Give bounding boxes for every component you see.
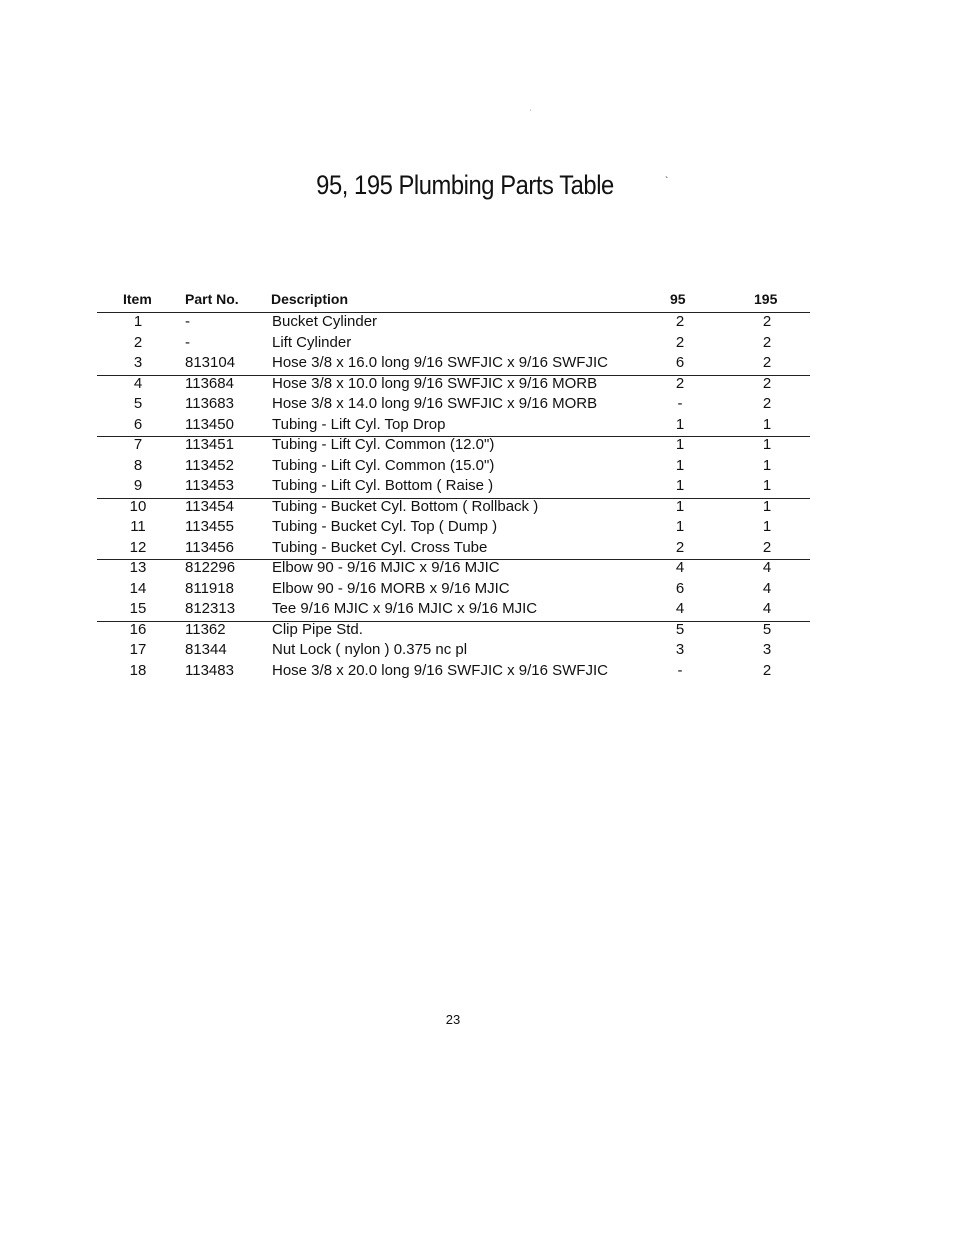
quantity-95: - [677, 395, 683, 412]
quantity-195: 1 [762, 518, 772, 535]
item-number: 16 [129, 621, 147, 638]
table-row [0, 416, 954, 436]
quantity-195: 2 [762, 354, 772, 371]
quantity-195: 1 [762, 436, 772, 453]
part-description: Tubing - Lift Cyl. Top Drop [272, 416, 446, 433]
table-row [0, 641, 954, 661]
quantity-195: 2 [762, 334, 772, 351]
quantity-95: 6 [675, 580, 685, 597]
table-row [0, 539, 954, 559]
table-row [0, 621, 954, 641]
part-number: 113452 [185, 457, 234, 474]
header-description: Description [271, 291, 349, 307]
part-number: 113684 [185, 375, 234, 392]
quantity-95: 4 [675, 559, 685, 576]
table-row [0, 395, 954, 415]
quantity-195: 1 [762, 457, 772, 474]
quantity-95: 1 [675, 436, 685, 453]
part-description: Hose 3/8 x 20.0 long 9/16 SWFJIC x 9/16 SWFJIC [272, 662, 608, 679]
page-number: 23 [445, 1012, 461, 1027]
header-95: 95 [670, 291, 686, 307]
part-number: 113456 [185, 539, 234, 556]
item-number: 14 [129, 580, 147, 597]
part-number: 113454 [185, 498, 234, 515]
quantity-195: 3 [762, 641, 772, 658]
item-number: 6 [133, 416, 143, 433]
table-row [0, 375, 954, 395]
quantity-95: 6 [675, 354, 685, 371]
table-row [0, 518, 954, 538]
table-row [0, 580, 954, 600]
part-number: 81344 [185, 641, 227, 658]
part-description: Hose 3/8 x 10.0 long 9/16 SWFJIC x 9/16 MORB [272, 375, 598, 392]
quantity-195: 2 [762, 375, 772, 392]
table-row [0, 477, 954, 497]
part-number: 113451 [185, 436, 234, 453]
part-description: Elbow 90 - 9/16 MJIC x 9/16 MJIC [272, 559, 500, 576]
table-row [0, 662, 954, 682]
quantity-95: 1 [675, 477, 685, 494]
quantity-95: 1 [675, 457, 685, 474]
table-row [0, 334, 954, 354]
part-description: Tubing - Lift Cyl. Common (15.0") [272, 457, 495, 474]
quantity-195: 2 [762, 313, 772, 330]
part-number: 812313 [185, 600, 236, 617]
table-row [0, 313, 954, 333]
table-row [0, 436, 954, 456]
item-number: 3 [133, 354, 143, 371]
quantity-95: 1 [675, 498, 685, 515]
item-number: 18 [129, 662, 147, 679]
part-description: Hose 3/8 x 14.0 long 9/16 SWFJIC x 9/16 MORB [272, 395, 598, 412]
part-number: 113453 [185, 477, 234, 494]
item-number: 5 [133, 395, 143, 412]
item-number: 13 [129, 559, 147, 576]
quantity-195: 4 [762, 580, 772, 597]
quantity-195: 2 [762, 662, 772, 679]
part-number: 113683 [185, 395, 234, 412]
item-number: 4 [133, 375, 143, 392]
part-description: Clip Pipe Std. [272, 621, 363, 638]
part-description: Elbow 90 - 9/16 MORB x 9/16 MJIC [272, 580, 510, 597]
quantity-95: 3 [675, 641, 685, 658]
header-item: Item [123, 291, 152, 307]
quantity-95: 2 [675, 539, 685, 556]
quantity-195: 4 [762, 600, 772, 617]
part-number: 11362 [185, 621, 226, 638]
quantity-195: 4 [762, 559, 772, 576]
item-number: 2 [133, 334, 143, 351]
quantity-95: 1 [675, 518, 685, 535]
part-number: 813104 [185, 354, 236, 371]
item-number: 9 [133, 477, 143, 494]
item-number: 8 [133, 457, 143, 474]
part-description: Lift Cylinder [272, 334, 352, 351]
part-number: 113483 [185, 662, 234, 679]
part-number: 811918 [185, 580, 234, 597]
part-description: Tubing - Bucket Cyl. Cross Tube [272, 539, 488, 556]
item-number: 7 [133, 436, 143, 453]
item-number: 11 [130, 518, 146, 535]
quantity-95: 2 [675, 334, 685, 351]
part-description: Tubing - Bucket Cyl. Bottom ( Rollback ) [272, 498, 539, 515]
part-number: - [185, 313, 190, 330]
table-row [0, 457, 954, 477]
header-part-no: Part No. [185, 291, 239, 307]
quantity-195: 1 [762, 498, 772, 515]
quantity-195: 2 [762, 539, 772, 556]
item-number: 17 [129, 641, 147, 658]
table-row [0, 559, 954, 579]
scan-mark: ` [665, 176, 669, 187]
part-description: Bucket Cylinder [272, 313, 378, 330]
quantity-195: 5 [762, 621, 772, 638]
part-description: Nut Lock ( nylon ) 0.375 nc pl [272, 641, 468, 658]
table-row [0, 354, 954, 374]
part-number: 113455 [185, 518, 234, 535]
scan-dot: ' [530, 110, 532, 116]
quantity-195: 1 [762, 477, 772, 494]
quantity-95: 4 [675, 600, 685, 617]
item-number: 12 [129, 539, 147, 556]
quantity-195: 2 [762, 395, 772, 412]
part-number: 812296 [185, 559, 236, 576]
quantity-195: 1 [762, 416, 772, 433]
part-number: 113450 [185, 416, 234, 433]
table-row [0, 600, 954, 620]
header-195: 195 [754, 291, 778, 307]
table-row [0, 498, 954, 518]
quantity-95: 2 [675, 375, 685, 392]
item-number: 10 [129, 498, 147, 515]
item-number: 1 [133, 313, 143, 330]
quantity-95: - [677, 662, 683, 679]
page-title: 95, 195 Plumbing Parts Table [316, 170, 614, 200]
part-description: Tubing - Lift Cyl. Bottom ( Raise ) [272, 477, 494, 494]
quantity-95: 5 [675, 621, 685, 638]
quantity-95: 1 [675, 416, 685, 433]
part-description: Tubing - Lift Cyl. Common (12.0") [272, 436, 495, 453]
part-description: Hose 3/8 x 16.0 long 9/16 SWFJIC x 9/16 SWFJIC [272, 354, 608, 371]
part-description: Tee 9/16 MJIC x 9/16 MJIC x 9/16 MJIC [272, 600, 538, 617]
part-description: Tubing - Bucket Cyl. Top ( Dump ) [272, 518, 498, 535]
part-number: - [185, 334, 190, 351]
item-number: 15 [129, 600, 147, 617]
quantity-95: 2 [675, 313, 685, 330]
